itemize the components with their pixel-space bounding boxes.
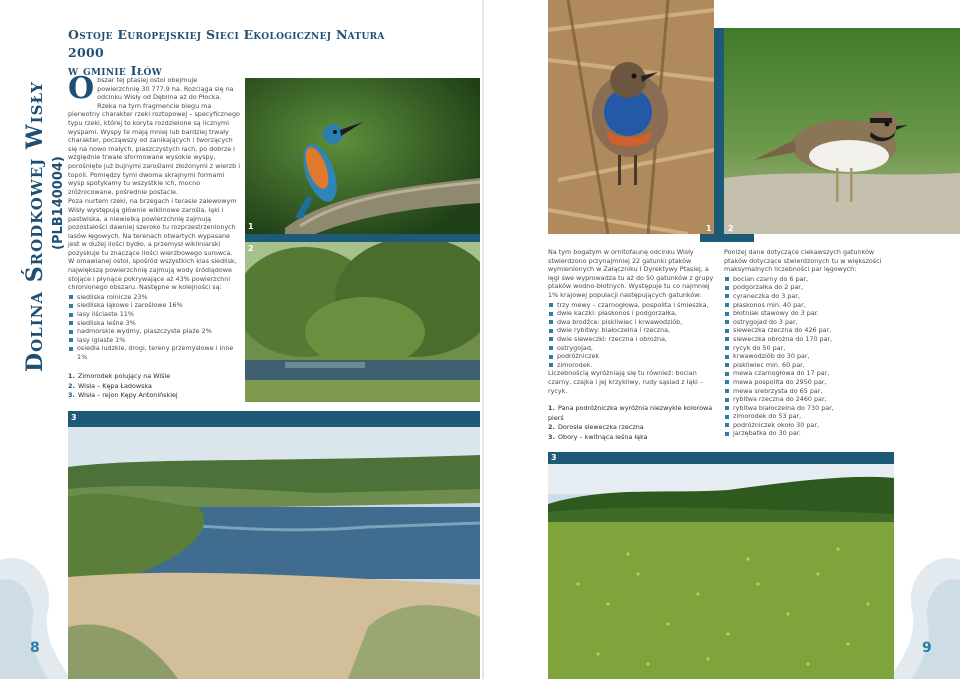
caption-number: 2. [548, 423, 555, 431]
paragraph-species-intro: Na tym bogatym w ornitofaunę odcinku Wisły stwierdzono przynajmniej 22 gatunki ptaków wymienionych w Załączniku I Dyrektywy Ptasiej, a lęgi swe wyprowadza tu aż do 50 gatunków z grupy ptaków wodno-błotnych. Występuje tu co najmniej 1% krajowej populacji następujących gatunków: [548, 248, 714, 299]
caption-item [68, 372, 244, 382]
photo-divider-bar [245, 234, 480, 242]
left-body-text [68, 71, 240, 362]
list-item: siedliska łąkowe i zaroślowe 16% [68, 301, 240, 310]
list-item: zimorodek. [548, 361, 716, 370]
list-item: dwie rybitwy: białoczelna i rzeczna, [548, 326, 716, 335]
photo-forest-meadow [548, 464, 894, 679]
paragraph-intro: bszar tej ptasiej ostoi obejmuje powierzchnię 30 777,9 ha. Rozciąga się na odcinku Wisły od Dęblina aż do Płocka. Rzeka na tym fragmencie biegu ma pierwotny charakter rzeki roztopowej – specyficznego typu rzeki, której to koryta rozdzielone są licznymi wyspami. Wyspy te mają mniej lub bardziej trwały charakter, począwszy od zanikających i tworzących się na nowo małych, piaszczystych łach, po dobrze i względnie trwale sformowane wysokie wyspy, porośnięte już bujnymi zaroślami złożonymi z wierzb i topoli. Pomiędzy tymi dwoma skrajnymi formami wysp spotykamy tu wszystkie ich, mocno zróżnicowane, pośrednie postacie. [68, 76, 240, 196]
list-item: lasy iglaste 1% [68, 336, 240, 345]
right-photo-captions [548, 404, 718, 442]
list-item: podgorzałka do 2 par, [724, 283, 894, 292]
caption-text: Obory – kwitnąca leśna łąka [558, 432, 648, 441]
list-item: nadmorskie wydmy, piaszczyste plaże 2% [68, 327, 240, 336]
photo-little-ringed-plover [724, 28, 960, 234]
list-item: piskliwiec min. 60 par, [724, 361, 894, 370]
list-item: podróżniczek około 30 par, [724, 421, 894, 430]
list-item: dwie kaczki: płaskonos i podgorzałka, [548, 309, 716, 318]
heading-line-1: Ostoje Europejskiej Sieci Ekologicznej Natura 2000 [68, 27, 385, 60]
list-item: siedliska leśne 3% [68, 319, 240, 328]
photo-number-label: 2 [248, 244, 254, 253]
list-item: błotniak stawowy do 3 par. [724, 309, 894, 318]
sidebar-vertical-title [18, 72, 68, 372]
caption-text: Wisła – rejon Kępy Antonińskiej [78, 391, 178, 399]
left-photo-captions [68, 372, 244, 401]
photo-kingfisher [245, 78, 480, 234]
list-item: trzy mewy – czarnogłowa, pospolita i śmieszka, [548, 301, 716, 310]
list-item: lasy liściaste 11% [68, 310, 240, 319]
list-item: sieweczka rzeczna do 426 par, [724, 326, 894, 335]
photo-number-label: 3 [551, 453, 557, 462]
paragraph-breeding-pairs: Poniżej dane dotyczące ciekawszych gatunków ptaków dotyczące stwierdzonych tu w większości maksymalnych liczebności par lęgowych: [724, 248, 882, 274]
list-item: rybitwa rzeczna do 2460 par, [724, 395, 894, 404]
caption-number: 1. [68, 372, 75, 380]
list-item: mewa pospolita do 2950 par, [724, 378, 894, 387]
paragraph-habitats: Poza nurtem rzeki, na brzegach i terasie zalewowym Wisły występują głównie wiklinowe zarośla, łąki i pastwiska, a niewielką powierzchnię zajmują pozostałości dawniej szeroko tu rozprzestrzenionych lasów łęgowych. Na terenach otwartych wypasane jest w dużej ilości bydło, a przemysł wikliniarski pozyskuje tu znaczące ilości wierzbowego surowca. W omawianej ostoi, spośród wszystkich klas siedlisk, największą powierzchnię zajmują wody śródlądowe stojące i płynące pokrywające aż 43% powierzchni chronionego obszaru. Następne w kolejności są: [68, 197, 237, 292]
paragraph-notable-species: Liczebnością wyróżniają się tu również: bocian czarny, czajka i jej krzykliwy, rudy sąsiad z łąki – rycyk. [548, 369, 704, 395]
list-item: dwie sieweczki: rzeczna i obrożna, [548, 335, 716, 344]
list-item: dwa brodźce: piskliwiec i krwawodziób, [548, 318, 716, 327]
photo-river-kepa-antoninska [68, 427, 480, 679]
list-item: krwawodziób do 30 par, [724, 352, 894, 361]
list-item: zimorodek do 53 par, [724, 412, 894, 421]
breeding-pairs-list [724, 275, 894, 438]
page-heading [68, 26, 408, 80]
photo-number-label: 1 [248, 222, 254, 231]
decorative-wave-right [890, 540, 960, 679]
photo-divider-bar [700, 234, 754, 242]
caption-text: Dorosła sieweczka rzeczna [558, 423, 644, 431]
decorative-wave-left [0, 540, 70, 679]
list-item: sieweczka obrożna do 170 par, [724, 335, 894, 344]
heading-line-2: w gminie Iłów [68, 63, 163, 78]
list-item: jarzębatka do 30 par. [724, 429, 894, 438]
right-column-2 [724, 248, 894, 438]
right-column-1 [548, 248, 716, 395]
caption-number: 2. [68, 381, 75, 390]
species-list [548, 301, 716, 370]
habitat-list [68, 293, 240, 362]
list-item: płaskonos min. 40 par, [724, 301, 894, 310]
list-item: bocian czarny do 6 par, [724, 275, 894, 284]
list-item: podróżniczek [548, 352, 716, 361]
list-item: ostrygojad do 3 par, [724, 318, 894, 327]
caption-number: 3. [548, 432, 555, 441]
caption-item [68, 391, 244, 401]
page-number: 9 [922, 640, 932, 656]
photo-number-label: 1 [706, 224, 712, 233]
caption-text: Wisła – Kępa Ładowska [78, 381, 152, 390]
list-item: osiedla ludzkie, drogi, tereny przemysłowe i inne 1% [68, 344, 240, 361]
photo-divider-bar [548, 452, 894, 464]
caption-text: Pana podróżniczka wyróżnia niezwykle kolorowa pierś [548, 404, 713, 422]
caption-item [68, 382, 244, 392]
caption-number: 1. [548, 404, 555, 412]
list-item: mewa czarnogłowa do 17 par, [724, 369, 894, 378]
list-item: rycyk do 50 par, [724, 344, 894, 353]
photo-divider-bar [68, 411, 480, 427]
photo-bluethroat [548, 0, 714, 234]
list-item: ostrygojad, [548, 344, 716, 353]
caption-item [548, 433, 718, 443]
caption-item [548, 423, 718, 433]
list-item: rybitwa białoczelna do 730 par, [724, 404, 894, 413]
photo-number-label: 2 [728, 224, 734, 233]
list-item: siedliska rolnicze 23% [68, 293, 240, 302]
caption-text: Zimorodek polujący na Wiśle [78, 372, 171, 380]
region-code: (PLB140004) [51, 156, 66, 250]
drop-cap: O [68, 71, 95, 106]
list-item: cyraneczka do 3 par, [724, 292, 894, 301]
photo-river-kepa-ladowska [245, 242, 480, 402]
list-item: mewa srebrzysta do 65 par, [724, 387, 894, 396]
region-title: Dolina Środkowej Wisły [22, 81, 48, 372]
caption-number: 3. [68, 391, 75, 399]
photo-number-label: 3 [71, 413, 77, 422]
caption-item [548, 404, 718, 423]
photo-divider-bar [714, 28, 724, 234]
page-number: 8 [30, 640, 40, 656]
